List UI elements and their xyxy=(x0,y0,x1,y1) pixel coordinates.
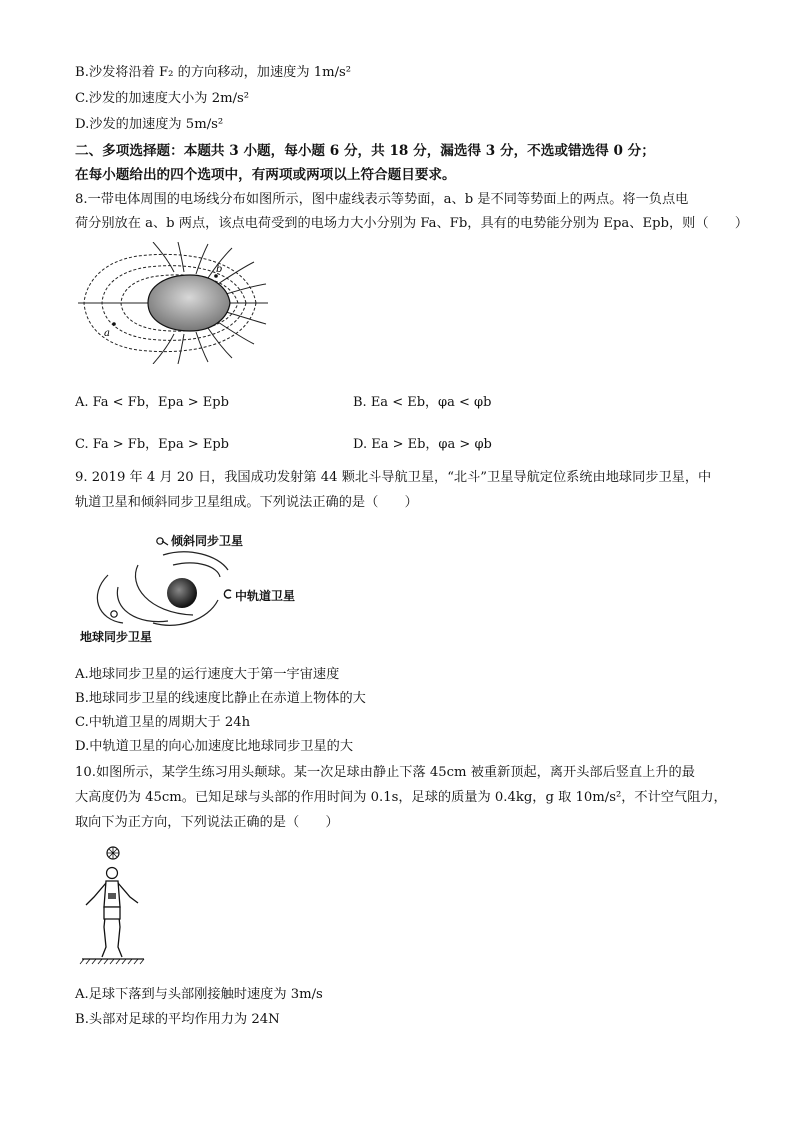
electric-field-figure xyxy=(78,242,268,364)
q7-option-d: D.沙发的加速度为 5m/s² xyxy=(75,117,224,132)
q8-stem-line2: 荷分别放在 a、b 两点，该点电荷受到的电场力大小分别为 Fa、Fb，具有的电势能分别为 Epa、Epb，则（ ） xyxy=(75,216,749,231)
label-medium-orbit-satellite: 中轨道卫星 xyxy=(235,589,296,603)
q9-option-b: B.地球同步卫星的线速度比静止在赤道上物体的大 xyxy=(75,691,366,706)
q8-option-c: C. Fa > Fb，Epa > Epb xyxy=(75,437,229,452)
label-geo-satellite: 地球同步卫星 xyxy=(80,630,153,644)
label-inclined-satellite: 倾斜同步卫星 xyxy=(171,534,244,548)
section2-heading-line1: 二、多项选择题：本题共 3 小题，每小题 6 分，共 18 分，漏选得 3 分，不选或错选得 0 分； xyxy=(75,143,655,159)
q8-option-b: B. Ea < Eb，φa < φb xyxy=(353,395,492,410)
q7-option-c: C.沙发的加速度大小为 2m/s² xyxy=(75,91,250,106)
section2-heading-line2: 在每小题给出的四个选项中，有两项或两项以上符合题目要求。 xyxy=(75,167,456,183)
q8-stem-line1: 8.一带电体周围的电场线分布如图所示，图中虚线表示等势面，a、b 是不同等势面上的两点。将一负点电 xyxy=(75,192,689,207)
q7-option-b: B.沙发将沿着 F₂ 的方向移动，加速度为 1m/s² xyxy=(75,65,352,80)
point-a-label: a xyxy=(104,328,110,339)
q10-option-b: B.头部对足球的平均作用力为 24N xyxy=(75,1012,280,1027)
q8-option-a: A. Fa < Fb，Epa > Epb xyxy=(75,395,229,410)
q9-option-a: A.地球同步卫星的运行速度大于第一宇宙速度 xyxy=(75,667,340,682)
q10-option-a: A.足球下落到与头部刚接触时速度为 3m/s xyxy=(75,987,323,1002)
q9-option-d: D.中轨道卫星的向心加速度比地球同步卫星的大 xyxy=(75,739,354,754)
q8-option-d: D. Ea > Eb，φa > φb xyxy=(353,437,492,452)
heading-ball-figure xyxy=(78,845,148,970)
q9-option-c: C.中轨道卫星的周期大于 24h xyxy=(75,715,251,730)
q10-stem-line3: 取向下为正方向，下列说法正确的是（ ） xyxy=(75,815,339,830)
q9-stem-line1: 9. 2019 年 4 月 20 日，我国成功发射第 44 颗北斗导航卫星，“北斗”卫星导航定位系统由地球同步卫星，中 xyxy=(75,470,712,485)
point-b-label: b xyxy=(216,264,223,275)
q10-stem-line1: 10.如图所示，某学生练习用头颠球。某一次足球由静止下落 45cm 被重新顶起，离开头部后竖直上升的最 xyxy=(75,765,695,780)
q9-stem-line2: 轨道卫星和倾斜同步卫星组成。下列说法正确的是（ ） xyxy=(75,495,418,510)
q10-stem-line2: 大高度仍为 45cm。已知足球与头部的作用时间为 0.1s，足球的质量为 0.4kg，g 取 10m/s²，不计空气阻力， xyxy=(75,790,727,805)
